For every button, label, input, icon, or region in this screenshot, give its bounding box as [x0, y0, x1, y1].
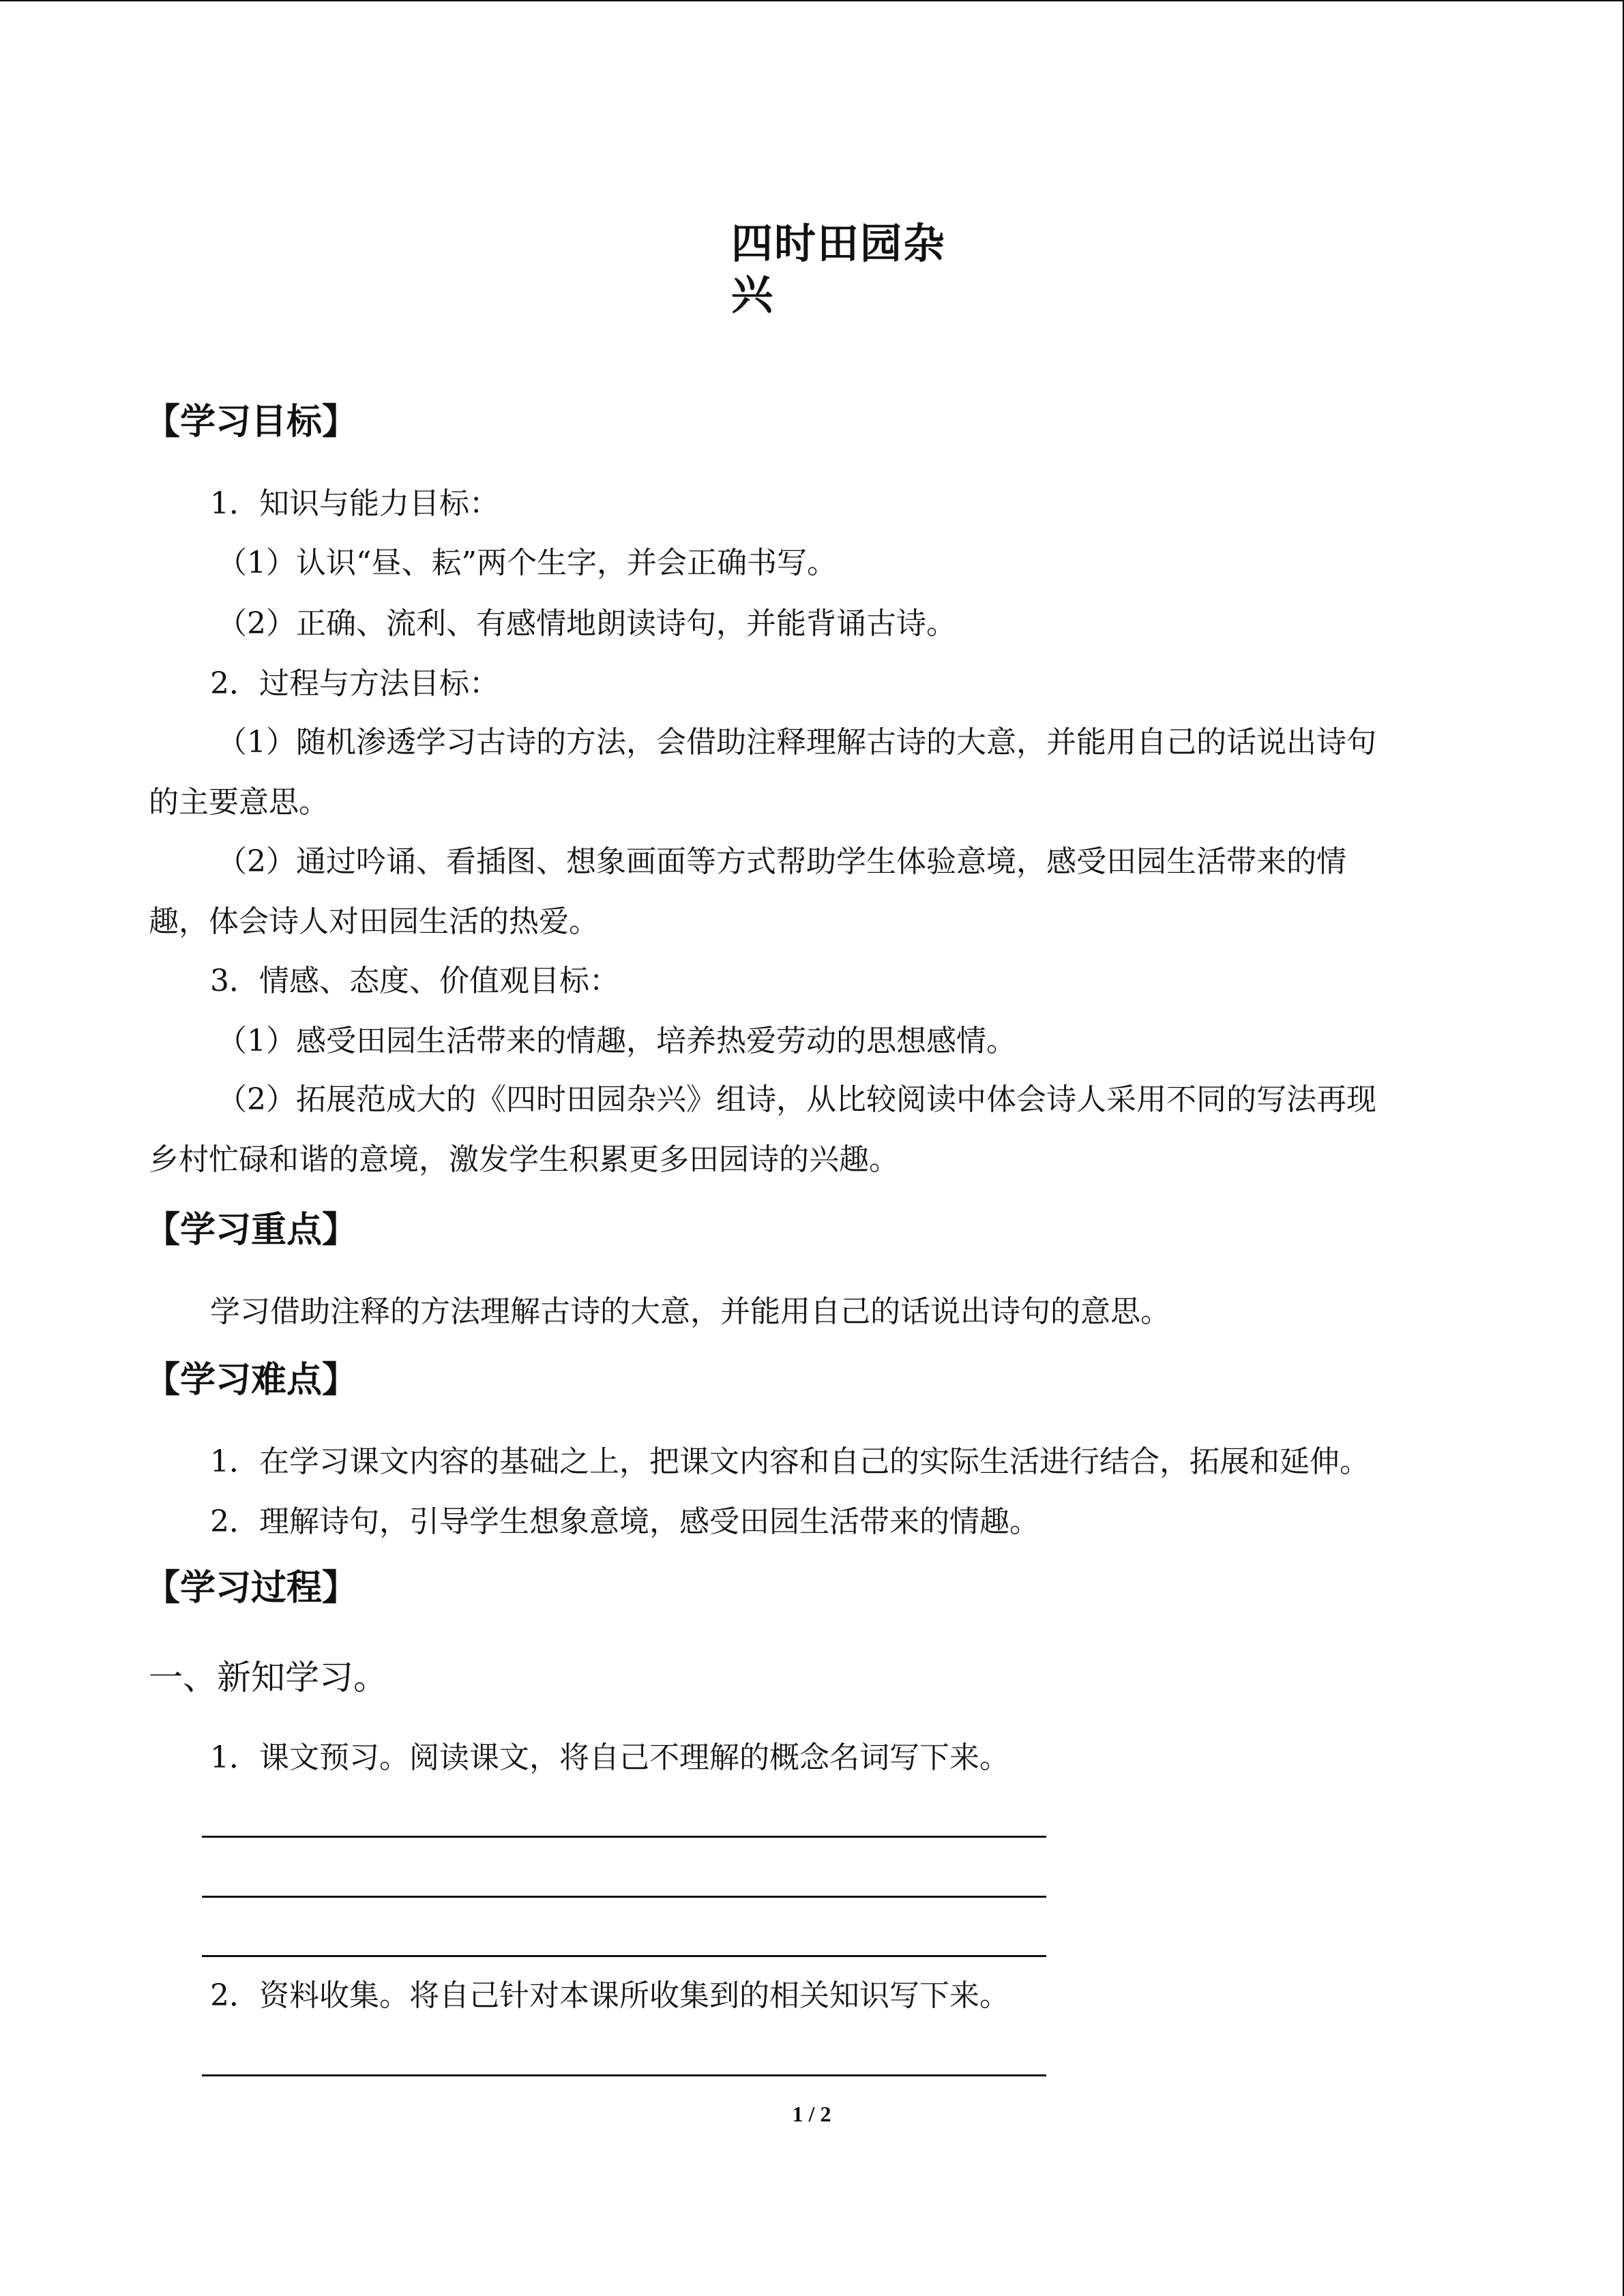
- difficulty-item-2: 2．理解诗句，引导学生想象意境，感受田园生活带来的情趣。: [210, 1504, 1039, 1539]
- difficulty-item-1: 1．在学习课文内容的基础之上，把课文内容和自己的实际生活进行结合，拓展和延伸。: [210, 1444, 1370, 1479]
- goal-item-3-2-line1: （2）拓展范成大的《四时田园杂兴》组诗，从比较阅读中体会诗人采用不同的写法再现: [217, 1082, 1376, 1117]
- document-title: 四时田园杂兴: [731, 220, 947, 319]
- answer-line[interactable]: [202, 1836, 1046, 1838]
- goal-item-3: 3．情感、态度、价值观目标：: [210, 964, 619, 998]
- process-part-1: 一、新知学习。: [149, 1658, 387, 1697]
- heading-learning-goals: 【学习目标】: [145, 402, 358, 443]
- heading-key-points: 【学习重点】: [145, 1210, 358, 1251]
- goal-item-1: 1．知识与能力目标：: [210, 486, 499, 521]
- goal-item-1-1: （1）认识“昼、耘”两个生字，并会正确书写。: [217, 546, 837, 580]
- goal-item-1-2: （2）正确、流利、有感情地朗读诗句，并能背诵古诗。: [217, 606, 956, 641]
- goal-item-3-2-line2: 乡村忙碌和谐的意境，激发学生积累更多田园诗的兴趣。: [149, 1142, 899, 1177]
- goal-item-2-2-line1: （2）通过吟诵、看插图、想象画面等方式帮助学生体验意境，感受田园生活带来的情: [217, 844, 1346, 879]
- process-task-1: 1．课文预习。阅读课文，将自己不理解的概念名词写下来。: [210, 1740, 1009, 1775]
- goal-item-3-1: （1）感受田园生活带来的情趣，培养热爱劳动的思想感情。: [217, 1024, 1016, 1058]
- process-task-2: 2．资料收集。将自己针对本课所收集到的相关知识写下来。: [210, 1978, 1009, 2013]
- heading-difficulties: 【学习难点】: [145, 1360, 358, 1401]
- heading-learning-process: 【学习过程】: [145, 1568, 358, 1609]
- answer-line[interactable]: [202, 2074, 1046, 2076]
- goal-item-2-1-line1: （1）随机渗透学习古诗的方法，会借助注释理解古诗的大意，并能用自己的话说出诗句: [217, 725, 1376, 760]
- page-number: 1 / 2: [792, 2102, 831, 2126]
- key-points-text: 学习借助注释的方法理解古诗的大意，并能用自己的话说出诗句的意思。: [210, 1294, 1170, 1329]
- goal-item-2-2-line2: 趣，体会诗人对田园生活的热爱。: [149, 904, 599, 939]
- goal-item-2-1-line2: 的主要意思。: [149, 785, 329, 820]
- goal-item-2: 2．过程与方法目标：: [210, 666, 499, 701]
- answer-line[interactable]: [202, 1955, 1046, 1957]
- answer-line[interactable]: [202, 1896, 1046, 1898]
